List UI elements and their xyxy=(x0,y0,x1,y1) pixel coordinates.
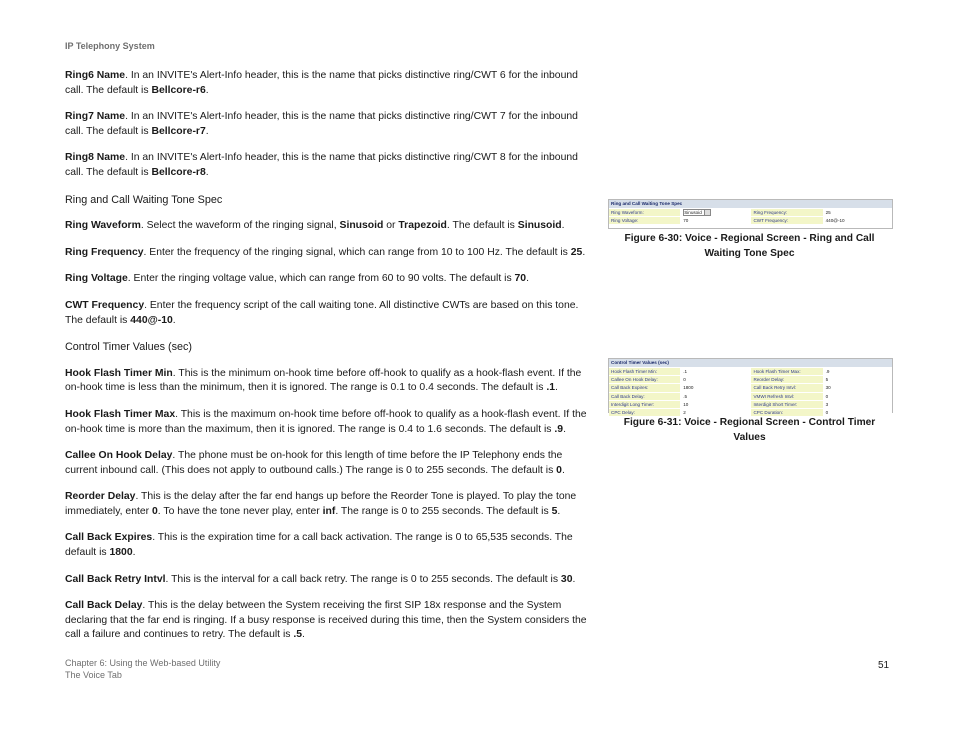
section-heading xyxy=(65,193,590,208)
paragraph xyxy=(65,531,590,560)
bold-term: Call Back Delay xyxy=(65,600,143,612)
text-run: . This is the delay between the System receiving the first SIP 18x response and the System declaring that the far end is ringing. If a busy response is received during this time, then the System considers the call a failure and continues to retry. The default is xyxy=(65,600,587,641)
paragraph xyxy=(65,219,590,234)
bold-term: Call Back Retry Intvl xyxy=(65,573,166,585)
setting-label: CWT Frequency: xyxy=(751,217,822,224)
text-run: . The default is xyxy=(446,220,518,232)
bold-term: Hook Flash Timer Min xyxy=(65,367,173,379)
settings-row xyxy=(609,408,892,416)
bold-term: Ring7 Name xyxy=(65,111,126,123)
bold-term: Bellcore-r6 xyxy=(151,84,206,96)
bold-term: inf xyxy=(322,505,336,517)
bold-term: Sinusoid xyxy=(339,220,384,232)
text-run: . This is the expiration time for a call back activation. The range is 0 to 65,535 seconds. The default is xyxy=(65,532,573,559)
setting-value-field[interactable]: 5 xyxy=(823,376,892,383)
setting-label: Hook Flash Timer Min: xyxy=(609,368,680,375)
setting-value-field[interactable]: 440@-10 xyxy=(823,217,892,224)
setting-label: Interdigit Short Timer: xyxy=(751,401,822,408)
setting-label: Ring Frequency: xyxy=(751,209,822,216)
text-run: . xyxy=(526,273,529,285)
setting-label: CPC Delay: xyxy=(609,409,680,416)
bold-term: Callee On Hook Delay xyxy=(65,450,173,462)
setting-value-field[interactable]: 25 xyxy=(823,209,892,216)
bold-term: Trapezoid xyxy=(398,220,447,232)
setting-label: Hook Flash Timer Max: xyxy=(751,368,822,375)
text-run: . xyxy=(563,423,566,435)
bold-term: 30 xyxy=(560,573,573,585)
text-run: . In an INVITE's Alert-Info header, this is the name that picks distinctive ring/CWT 8 for the inbound call. The default is xyxy=(65,152,578,178)
text-run: . xyxy=(557,505,561,517)
settings-row xyxy=(609,392,892,400)
bold-term: .5 xyxy=(293,629,303,641)
paragraph xyxy=(65,299,590,328)
bold-term: CWT Frequency xyxy=(65,299,145,311)
text-run: . xyxy=(132,547,136,559)
text-run: . Select the waveform of the ringing signal, xyxy=(140,220,340,232)
setting-label: CPC Duration: xyxy=(751,409,822,416)
text-run: . This is the delay after the far end hangs up before the Reorder Tone is played. To play the tone immediately, enter xyxy=(65,491,577,517)
setting-label: Callee On Hook Delay: xyxy=(609,376,680,383)
figure-caption: Figure 6-30: Voice - Regional Screen - Ring and Call Waiting Tone Spec xyxy=(624,233,875,259)
running-header: IP Telephony System xyxy=(65,41,155,51)
bold-term: 0 xyxy=(556,464,562,476)
setting-label: Interdigit Long Timer: xyxy=(609,401,680,408)
page-number: 51 xyxy=(878,660,890,671)
text-run: . xyxy=(554,382,558,394)
chevron-down-icon xyxy=(704,210,710,215)
setting-label: Reorder Delay: xyxy=(751,376,822,383)
paragraph xyxy=(65,408,590,437)
text-run: . Enter the frequency script of the call waiting tone. All distinctive CWTs are based on this tone. The default is xyxy=(65,299,579,326)
text-run: . xyxy=(205,84,209,96)
setting-value-field[interactable]: 3 xyxy=(823,401,892,408)
bold-term: Reorder Delay xyxy=(65,491,136,503)
text-run: . To have the tone never play, enter xyxy=(157,505,323,517)
bold-term: Ring Frequency xyxy=(65,246,144,258)
setting-value-field[interactable]: .9 xyxy=(823,368,892,375)
settings-row xyxy=(609,400,892,408)
text-run: . xyxy=(572,573,576,585)
setting-label: Ring Voltage: xyxy=(609,217,680,224)
text-run: . This is the interval for a call back retry. The range is 0 to 255 seconds. The default is xyxy=(165,573,561,585)
settings-row xyxy=(609,375,892,383)
text-run: . This is the maximum on-hook time before off-hook to qualify as a hook-flash event. If the on-hook time is more than the maximum, then it is ignored. The range is 0.4 to 1.6 seconds. The default is xyxy=(65,408,587,435)
bold-term: Ring Waveform xyxy=(65,220,141,232)
text-run: . xyxy=(205,166,209,178)
paragraph xyxy=(65,246,590,261)
setting-label: Ring Waveform: xyxy=(609,209,680,216)
figure-title: Ring and Call Waiting Tone Spec xyxy=(609,200,892,208)
dropdown-value: Sinusoid xyxy=(684,210,702,216)
text-run: . xyxy=(582,246,586,258)
settings-row xyxy=(609,383,892,391)
setting-value-field[interactable]: 0 xyxy=(680,376,749,383)
footer-chapter: Chapter 6: Using the Web-based Utility xyxy=(65,658,221,668)
paragraph xyxy=(65,69,590,98)
footer xyxy=(65,658,220,681)
text-run: . Enter the ringing voltage value, which can range from 60 to 90 volts. The default is xyxy=(127,273,515,285)
bold-term: 1800 xyxy=(109,547,133,559)
text-run: . xyxy=(172,314,176,326)
setting-label: Call Back Expires: xyxy=(609,384,680,391)
text-run: . In an INVITE's Alert-Info header, this is the name that picks distinctive ring/CWT 6 for the inbound call. The default is xyxy=(65,70,578,96)
dropdown[interactable] xyxy=(683,209,711,216)
text-run: . This is the minimum on-hook time before off-hook to qualify as a hook-flash event. If the on-hook time is less than the minimum, then it is ignored. The range is 0.1 to 0.4 seconds. The default is xyxy=(65,367,582,394)
figure-caption: Figure 6-31: Voice - Regional Screen - Control Timer Values xyxy=(623,417,876,443)
bold-term: Sinusoid xyxy=(517,220,562,232)
bold-term: 5 xyxy=(551,505,558,517)
setting-value-field[interactable]: 0 xyxy=(823,409,892,416)
bold-term: Ring6 Name xyxy=(65,70,126,81)
text-run: or xyxy=(383,220,399,232)
setting-label: VMWI Refresh Intvl: xyxy=(751,393,822,400)
setting-value-field[interactable]: 30 xyxy=(823,384,892,391)
bold-term: 0 xyxy=(152,505,158,517)
setting-value-field[interactable]: 70 xyxy=(680,217,749,224)
bold-term: 25 xyxy=(570,246,583,258)
paragraph xyxy=(65,573,590,588)
text-run: . The range is 0 to 255 seconds. The default is xyxy=(335,505,552,517)
text-run: . xyxy=(561,464,565,476)
bold-term: .9 xyxy=(554,423,564,435)
paragraph xyxy=(65,449,590,478)
bold-term: 440@-10 xyxy=(130,314,173,326)
figure-title: Control Timer Values (sec) xyxy=(609,359,892,367)
paragraph xyxy=(65,151,590,180)
text-run: Control Timer Values (sec) xyxy=(65,341,193,354)
setting-label: Call Back Delay: xyxy=(609,393,680,400)
paragraph xyxy=(65,367,590,396)
setting-value-field[interactable]: 0 xyxy=(823,393,892,400)
figure-control-timer-screenshot xyxy=(608,358,893,413)
setting-label: Call Back Retry Intvl: xyxy=(751,384,822,391)
text-run: Ring and Call Waiting Tone Spec xyxy=(65,193,223,206)
body-text xyxy=(65,69,590,655)
bold-term: Ring Voltage xyxy=(65,273,128,285)
settings-row xyxy=(609,208,892,216)
settings-row xyxy=(609,367,892,375)
settings-row xyxy=(609,216,892,224)
text-run: . xyxy=(302,629,305,641)
setting-value-field[interactable]: 1800 xyxy=(680,384,749,391)
text-run: . xyxy=(561,220,565,232)
setting-value-field[interactable]: 10 xyxy=(680,401,749,408)
text-run: . xyxy=(205,125,209,137)
bold-term: Bellcore-r8 xyxy=(151,166,206,178)
bold-term: 70 xyxy=(514,273,527,285)
bold-term: Call Back Expires xyxy=(65,532,153,544)
paragraph xyxy=(65,490,590,519)
bold-term: Bellcore-r7 xyxy=(151,125,206,137)
paragraph xyxy=(65,599,590,643)
footer-section: The Voice Tab xyxy=(65,669,122,680)
section-heading xyxy=(65,340,590,355)
ring-waveform-select[interactable] xyxy=(680,209,749,216)
text-run: . Enter the frequency of the ringing signal, which can range from 10 to 100 Hz. The default is xyxy=(143,246,571,258)
text-run: . In an INVITE's Alert-Info header, this is the name that picks distinctive ring/CWT 7 for the inbound call. The default is xyxy=(65,111,578,137)
paragraph xyxy=(65,272,590,287)
bold-term: Hook Flash Timer Max xyxy=(65,408,176,420)
text-run: . The phone must be on-hook for this length of time before the IP Telephony ends the current inbound call. (This does not apply to outbound calls.) The range is 0 to 255 seconds. The default is xyxy=(65,450,563,476)
setting-value-field[interactable]: 2 xyxy=(680,409,749,416)
bold-term: .1 xyxy=(546,382,555,394)
setting-value-field[interactable]: .1 xyxy=(680,368,749,375)
setting-value-field[interactable]: .5 xyxy=(680,393,749,400)
figure-ring-call-waiting-screenshot xyxy=(608,199,893,229)
bold-term: Ring8 Name xyxy=(65,152,126,164)
paragraph xyxy=(65,110,590,139)
